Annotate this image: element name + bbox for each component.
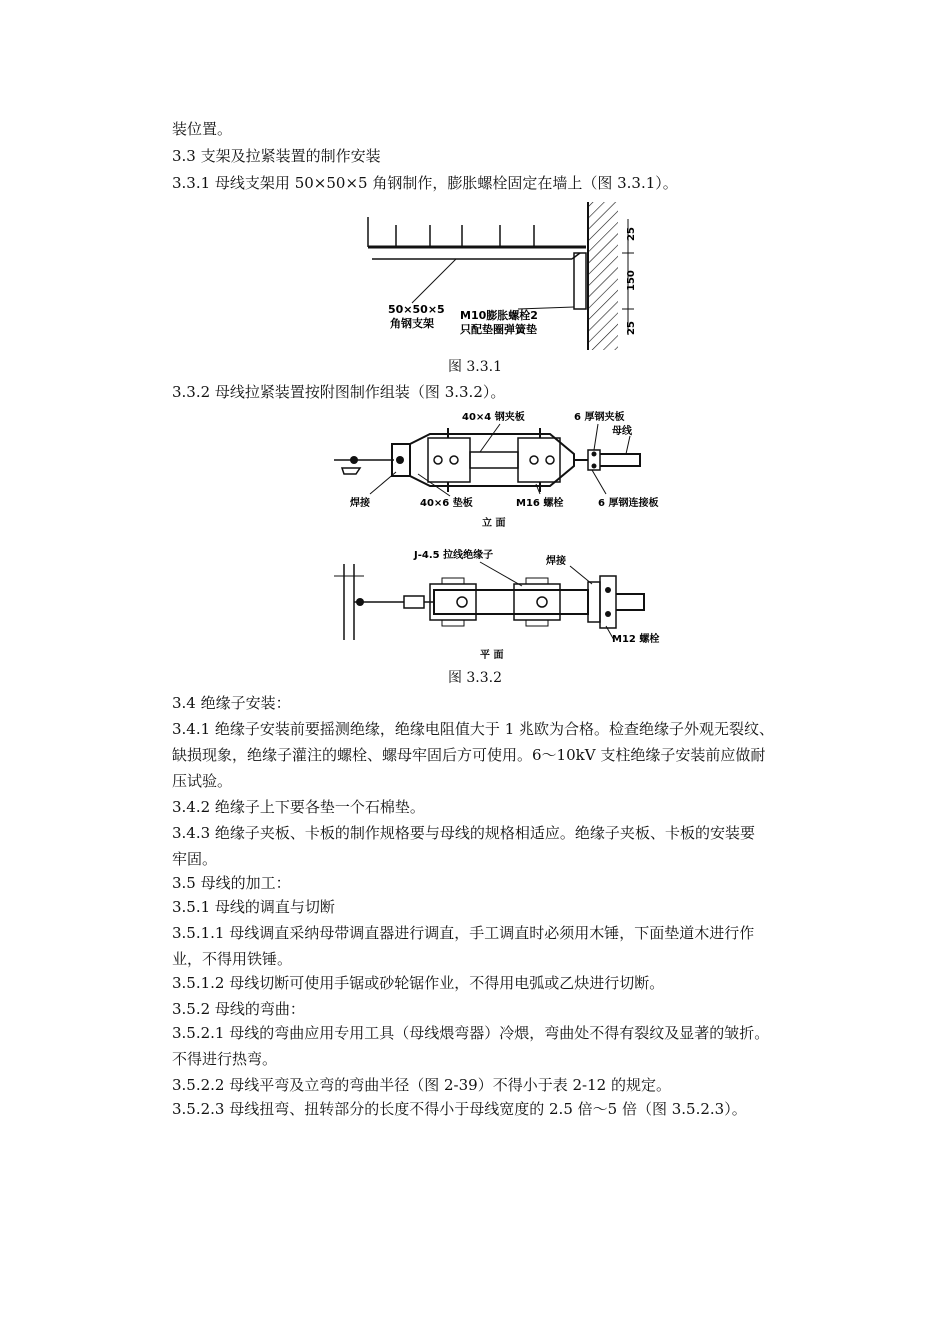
label-bolt-2: 只配垫圈弹簧垫 [460, 323, 537, 336]
text-line: 3.4.3 绝缘子夹板、卡板的制作规格要与母线的规格相适应。绝缘子夹板、卡板的安装要 [172, 824, 755, 842]
text-line: 3.5.1.1 母线调直采纳母带调直器进行调直，手工调直时必须用木锤，下面垫道木进行作 [172, 924, 755, 942]
text-line: 3.5.1.2 母线切断可使用手锯或砂轮锯作业，不得用电弧或乙炔进行切断。 [172, 974, 665, 992]
label-angle-name: 角钢支架 [390, 317, 434, 330]
text-line: 3.5.2.1 母线的弯曲应用专用工具（母线煨弯器）冷煨，弯曲处不得有裂纹及显著的皱折。 [172, 1024, 770, 1042]
label-plate6: 6 厚钢夹板 [574, 412, 625, 423]
text-line: 压试验。 [172, 772, 233, 790]
label-insulator: J-4.5 拉线绝缘子 [414, 550, 494, 561]
view-title-plan: 平 面 [480, 650, 504, 661]
text-line: 缺损现象，绝缘子灌注的螺栓、螺母牢固后方可使用。6～10kV 支柱绝缘子安装前应做耐 [172, 746, 766, 764]
dim-top: 25 [626, 227, 637, 241]
text-line: 3.5.2.3 母线扭弯、扭转部分的长度不得小于母线宽度的 2.5 倍～5 倍（图 3.5.2.3）。 [172, 1100, 747, 1118]
label-pad: 40×6 垫板 [420, 498, 473, 509]
section-heading: 3.4 绝缘子安装： [172, 694, 291, 712]
figure-caption: 图 3.3.1 [447, 359, 503, 375]
label-bolt-m16: M16 螺栓 [516, 498, 564, 509]
dim-mid: 150 [626, 270, 637, 291]
label-weld: 焊接 [350, 498, 370, 509]
text-line: 3.3.1 母线支架用 50×50×5 角钢制作，膨胀螺栓固定在墙上（图 3.3.1）。 [172, 174, 678, 192]
figure-bracket [360, 197, 660, 357]
label-angle-size: 50×50×5 [388, 303, 445, 316]
text-line: 3.4.2 绝缘子上下要各垫一个石棉垫。 [172, 798, 425, 816]
text-line: 装位置。 [172, 120, 233, 138]
text-line: 业，不得用铁锤。 [172, 950, 293, 968]
label-clamp: 40×4 钢夹板 [462, 412, 525, 423]
text-line: 3.4.1 绝缘子安装前要摇测绝缘，绝缘电阻值大于 1 兆欧为合格。检查绝缘子外观无裂纹、 [172, 720, 775, 738]
text-line: 牢固。 [172, 850, 218, 868]
wall-hatch [588, 202, 618, 350]
label-connect-plate: 6 厚钢连接板 [598, 498, 659, 509]
section-heading: 3.5 母线的加工： [172, 874, 291, 892]
text-line: 3.5.2.2 母线平弯及立弯的弯曲半径（图 2-39）不得小于表 2-12 的规定。 [172, 1076, 671, 1094]
figure-caption: 图 3.3.2 [447, 670, 503, 686]
view-title-elevation: 立 面 [482, 518, 506, 529]
dim-bottom: 25 [626, 321, 637, 335]
figure-tension-plan [330, 540, 660, 664]
label-busbar: 母线 [612, 426, 632, 437]
label-plan-weld: 焊接 [546, 556, 566, 567]
subsection-heading: 3.5.2 母线的弯曲： [172, 1000, 305, 1018]
subsection-heading: 3.5.1 母线的调直与切断 [172, 898, 335, 916]
section-heading: 3.3 支架及拉紧装置的制作安装 [172, 147, 381, 165]
text-line: 3.3.2 母线拉紧装置按附图制作组装（图 3.3.2）。 [172, 383, 506, 401]
figure-tension-elevation [330, 402, 660, 532]
text-line: 不得进行热弯。 [172, 1050, 278, 1068]
label-bolt-1: M10膨胀螺栓2 [460, 309, 538, 322]
label-bolt-m12: M12 螺栓 [612, 634, 660, 645]
